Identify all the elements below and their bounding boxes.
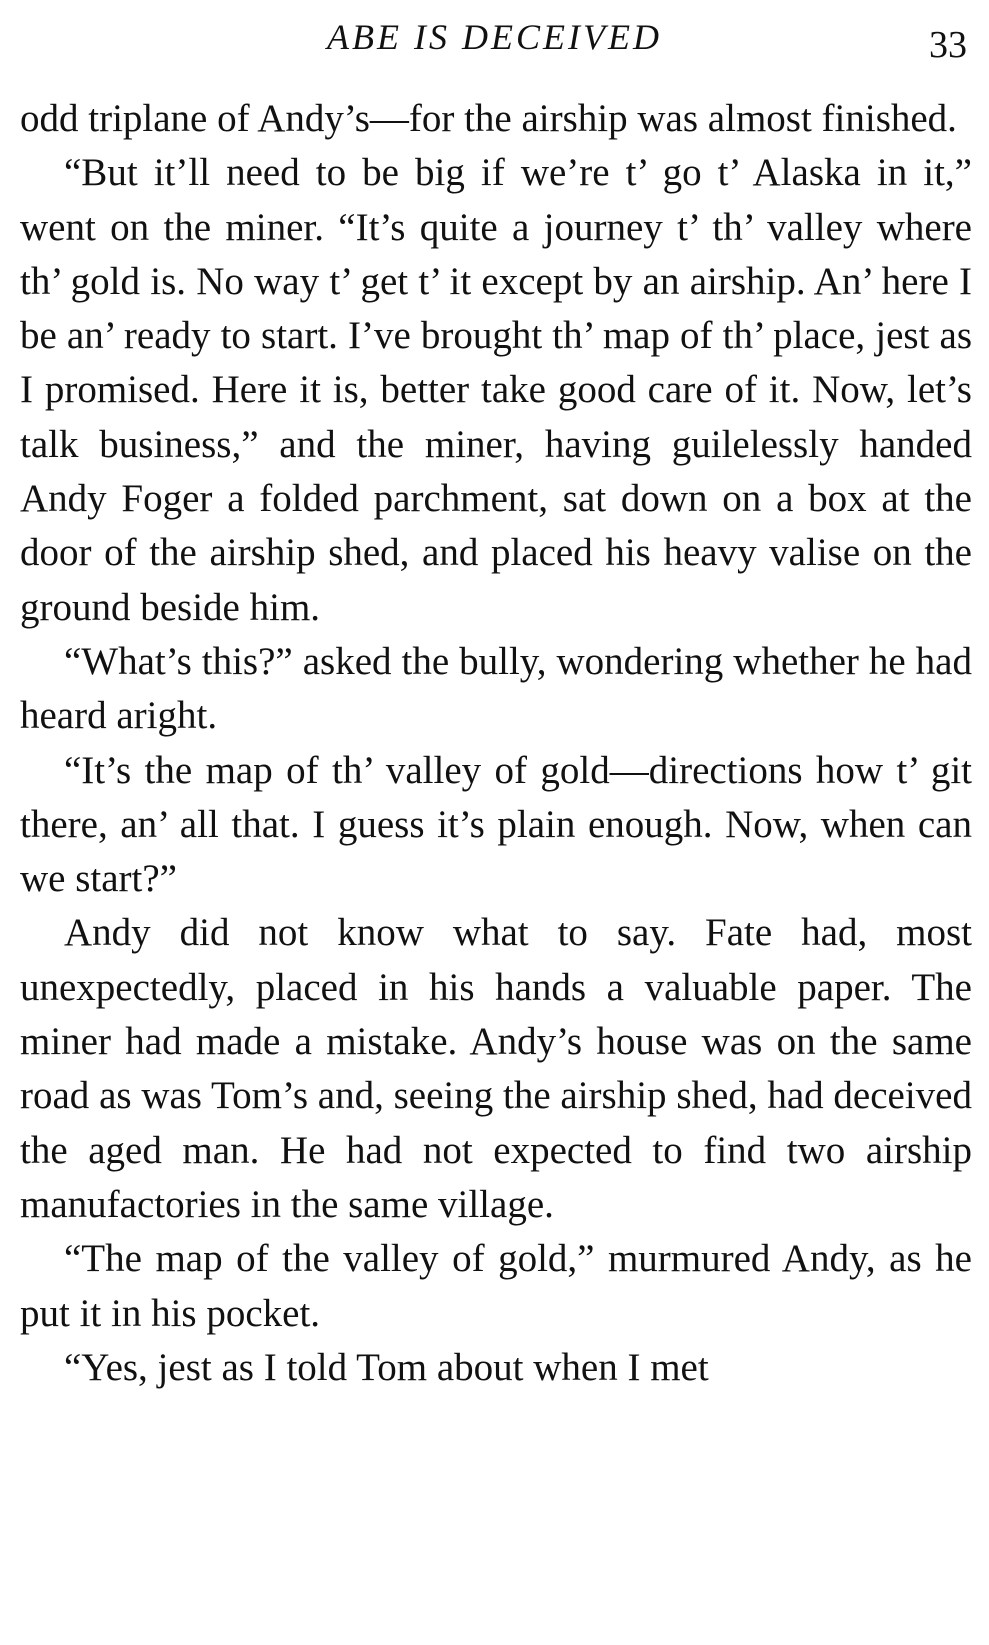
running-head-title: ABE IS DECEIVED [327, 17, 662, 57]
paragraph-bully-question: “What’s this?” asked the bully, wondering whether he had heard aright. [20, 639, 972, 738]
paragraph-andy-thoughts: Andy did not know what to say. Fate had, most unexpectedly, placed in his hands a valuable paper. The miner had made a mistake. Andy’s house was on the same road as was Tom’s and, seeing the airship shed, had deceived the aged man. He had not expected to find two airship manufactories in the same village. [20, 911, 972, 1226]
paragraph-miner-speech: “But it’ll need to be big if we’re t’ go t’ Alaska in it,” went on the miner. “It’s quite a journey t’ th’ valley where th’ gold is. No way t’ get t’ it except by an airship. An’ here I be an’ ready to start. I’ve brought th’ map of th’ place, jest as I promised. Here it is, better take good care of it. Now, let’s talk business,” and the miner, having guilelessly handed Andy Foger a folded parchment, sat down on a box at the door of the airship shed, and placed his heavy valise on the ground beside him. [20, 151, 972, 629]
paragraph-miner-reply: “Yes, jest as I told Tom about when I met [64, 1345, 709, 1389]
page-number: 33 [929, 24, 967, 66]
paragraph-continued: odd triplane of Andy’s—for the airship was almost finished. [20, 97, 957, 140]
paragraph-andy-murmur: “The map of the valley of gold,” murmured Andy, as he put it in his pocket. [20, 1237, 972, 1335]
paragraph-map-explanation: “It’s the map of th’ valley of gold—directions how t’ git there, an’ all that. I guess it’s plain enough. Now, when can we start?” [20, 748, 972, 901]
running-head [0, 12, 989, 72]
body-text [20, 92, 972, 1395]
